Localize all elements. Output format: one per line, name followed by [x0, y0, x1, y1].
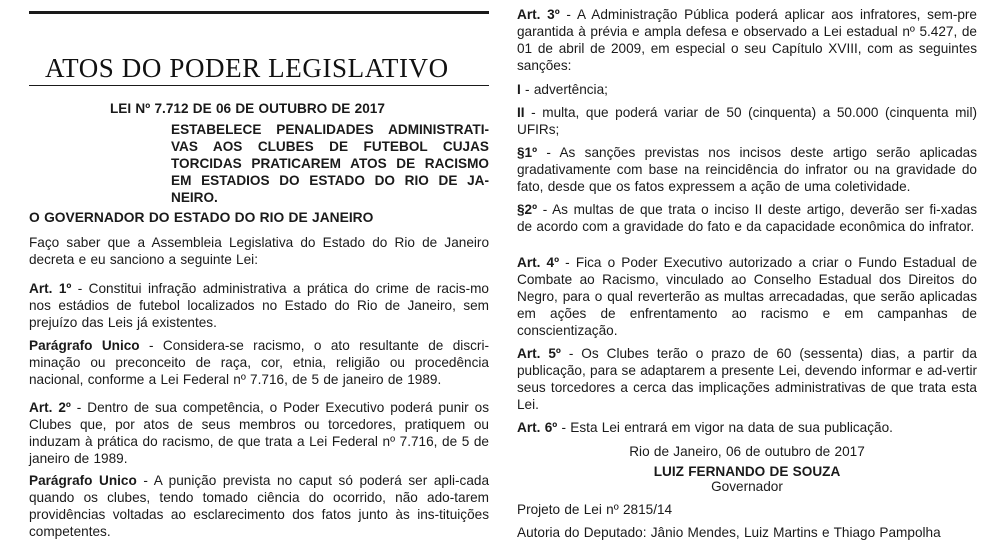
article-2 — [29, 399, 489, 467]
article-1 — [29, 280, 489, 331]
article-2-paragraph — [29, 472, 489, 540]
article-text: - A punição prevista no caput só poderá ser apli-cada quando os clubes, tendo tomado ciência do ocorrido, não ado-tarem providências voltadas ao esclarecimento dos fatos junto às ins-tituições competentes. — [29, 473, 490, 539]
law-title: LEI Nº 7.712 DE 06 DE OUTUBRO DE 2017 — [110, 101, 385, 116]
article-label: Art. 2º — [29, 400, 71, 415]
article-label: §1º — [517, 145, 538, 160]
article-label: II — [517, 105, 525, 120]
article-3 — [517, 6, 977, 74]
article-1-paragraph — [29, 337, 489, 388]
article-label: Parágrafo Unico — [29, 473, 137, 488]
place-date: Rio de Janeiro, 06 de outubro de 2017 — [629, 444, 865, 459]
article-label: Art. 4º — [517, 255, 560, 270]
article-label: Parágrafo Unico — [29, 338, 140, 353]
article-3-paragraph-1 — [517, 144, 977, 195]
article-3-item-1 — [517, 81, 977, 98]
title-underline — [29, 85, 489, 86]
signatory-name: LUIZ FERNANDO DE SOUZA — [653, 464, 841, 479]
article-text: - Dentro de sua competência, o Poder Executivo poderá punir os Clubes que, por atos de seus membros ou torcedores, pratiquem ou induzam à prática do racismo, de que trata a Lei Federal nº 7.716, de 5 de janeiro de 1989. — [29, 400, 489, 466]
governor-heading: O GOVERNADOR DO ESTADO DO RIO DE JANEIRO — [29, 210, 374, 225]
article-3-item-2 — [517, 104, 977, 138]
article-label: Art. 1º — [29, 281, 72, 296]
bill-authors: Autoria do Deputado: Jânio Mendes, Luiz Martins e Thiago Pampolha — [517, 525, 941, 540]
article-text: - As multas de que trata o inciso II deste artigo, deverão ser fi-xadas de acordo com a gravidade do fato e da capacidade econômica do infrator. — [517, 202, 977, 234]
section-title: ATOS DO PODER LEGISLATIVO — [45, 53, 449, 83]
article-text: - Esta Lei entrará em vigor na data de sua publicação. — [557, 420, 893, 435]
article-label: Art. 5º — [517, 346, 561, 361]
preamble: Faço saber que a Assembleia Legislativa do Estado do Rio de Janeiro decreta e eu sanciono a seguinte Lei: — [29, 235, 489, 267]
article-label: Art. 6º — [517, 420, 558, 435]
article-text: - A Administração Pública poderá aplicar aos infratores, sem-pre garantida à prévia e ampla defesa e observado a Lei estadual nº 5.427, de 01 de abril de 2009, em especial o seu Capítulo XVIII, com as seguintes sanções: — [517, 7, 977, 73]
article-4 — [517, 254, 977, 339]
signatory-role: Governador — [711, 479, 783, 494]
article-6 — [517, 419, 977, 436]
article-text: - Fica o Poder Executivo autorizado a criar o Fundo Estadual de Combate ao Racismo, vinculado ao Conselho Estadual dos Direitos do Negro, para o qual reverterão as multas arrecadadas, que serão aplicadas em ações de enfrentamento ao racismo e em campanhas de conscientização. — [517, 255, 977, 338]
article-label: I — [517, 82, 521, 97]
article-3-paragraph-2 — [517, 201, 977, 235]
article-label: Art. 3º — [517, 7, 560, 22]
article-text: - Os Clubes terão o prazo de 60 (sessenta) dias, a partir da publicação, para se adaptarem a presente Lei, devendo informar e ad-vertir seus torcedores a cerca das implicações administrativas de que trata esta Lei. — [517, 346, 977, 412]
article-5 — [517, 345, 977, 413]
bill-number: Projeto de Lei nº 2815/14 — [517, 502, 673, 517]
law-ementa: ESTABELECE PENALIDADES ADMINISTRATI-VAS AOS CLUBES DE FUTEBOL CUJAS TORCIDAS PRATICAREM ATOS DE RACISMO EM ESTADIOS DO ESTADO DO RIO DE JA-NEIRO. — [171, 122, 489, 205]
top-rule — [29, 11, 489, 14]
article-text: - Considera-se racismo, o ato resultante de discri-minação ou preconceito de raça, cor, etnia, religião ou procedência nacional, conforme a Lei Federal nº 7.716, de 5 de janeiro de 1989. — [29, 338, 489, 387]
article-text: - advertência; — [520, 82, 608, 97]
article-text: - As sanções previstas nos incisos deste artigo serão aplicadas gradativamente com base na reincidência do infrator ou na gravidade do fato, desde que os fatos expressem a ação de uma coletividade. — [517, 145, 977, 194]
article-text: - Constitui infração administrativa a prática do crime de racis-mo nos estádios de futebol localizados no Estado do Rio de Janeiro, sem prejuízo das Leis já existentes. — [29, 281, 489, 330]
article-text: - multa, que poderá variar de 50 (cinquenta) a 50.000 (cinquenta mil) UFIRs; — [517, 105, 977, 137]
article-label: §2º — [517, 202, 538, 217]
